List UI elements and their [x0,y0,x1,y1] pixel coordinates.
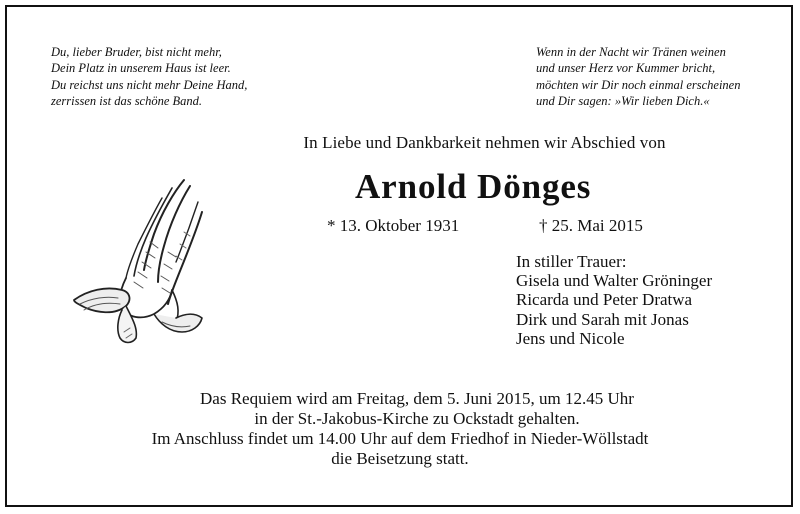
service-line: Das Requiem wird am Freitag, dem 5. Juni 2015, um 12.45 Uhr [200,389,634,408]
intro-text: In Liebe und Dankbarkeit nehmen wir Abschied von [303,133,666,152]
service-details [0,389,800,469]
mourners-heading: In stiller Trauer: [516,252,627,271]
poem-left-line: Dein Platz in unserem Haus ist leer. [51,61,231,76]
poem-right-line: und Dir sagen: »Wir lieben Dich.« [536,93,710,108]
poem-right-line: Wenn in der Nacht wir Tränen weinen [536,45,726,59]
poem-left-line: Du reichst uns nicht mehr Deine Hand, [51,77,248,92]
praying-hands-icon [66,172,216,350]
service-line: in der St.-Jakobus-Kirche zu Ockstadt gehalten. [254,409,580,428]
poem-right-line: möchten wir Dir noch einmal erscheinen [536,77,741,92]
service-line: die Beisetzung statt. [331,449,469,468]
birth-date: * 13. Oktober 1931 [327,216,460,235]
mourner-entry: Gisela und Walter Gröninger [516,271,713,291]
poem-left-line: Du, lieber Bruder, bist nicht mehr, [51,45,222,59]
service-line: Im Anschluss findet um 14.00 Uhr auf dem Friedhof in Nieder-Wöllstadt [151,429,649,448]
mourners-list [516,252,712,348]
poem-right [536,44,740,109]
mourner-entry: Ricarda und Peter Dratwa [516,290,693,310]
mourner-entry: Dirk und Sarah mit Jonas [516,309,689,329]
poem-right-line: und unser Herz vor Kummer bricht, [536,61,716,76]
deceased-name: Arnold Dönges [355,167,592,206]
death-date: † 25. Mai 2015 [539,216,643,235]
mourner-entry: Jens und Nicole [516,328,625,348]
poem-left [51,44,247,109]
intro-line [0,133,800,153]
poem-left-line: zerrissen ist das schöne Band. [51,93,203,108]
